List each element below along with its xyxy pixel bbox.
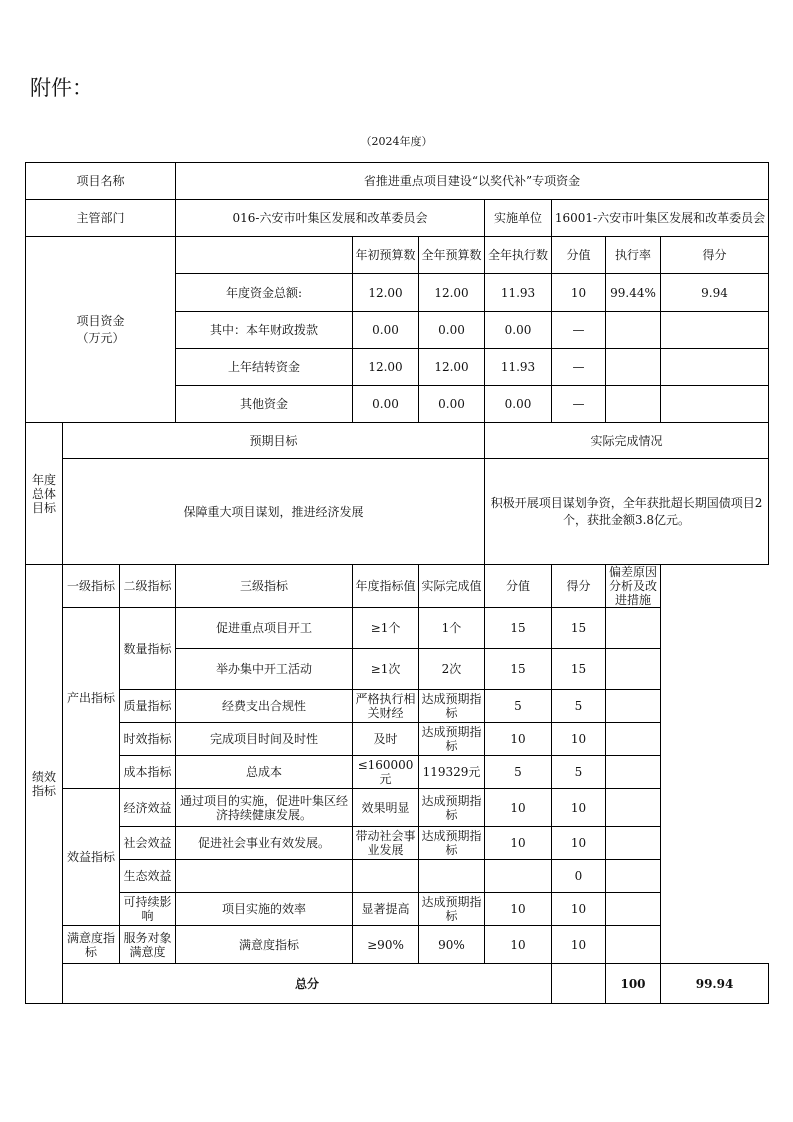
deviation [606, 926, 661, 964]
score-value: 5 [485, 756, 552, 789]
funds-score-value: — [552, 386, 606, 423]
funds-annual: 12.00 [419, 274, 485, 312]
project-name-label: 项目名称 [26, 163, 176, 200]
funds-score [661, 349, 769, 386]
actual-value: 达成预期指标 [419, 893, 485, 926]
header-score: 得分 [552, 565, 606, 608]
funds-label: 项目资金 （万元） [26, 237, 176, 423]
funds-rate [606, 349, 661, 386]
level3-text: 经费支出合规性 [176, 690, 353, 723]
target-value: ≥90% [353, 926, 419, 964]
total-row [26, 964, 769, 1004]
score-value: 10 [485, 789, 552, 827]
funds-annual: 0.00 [419, 312, 485, 349]
score-value [485, 860, 552, 893]
score-value: 10 [485, 827, 552, 860]
goals-actual-text: 积极开展项目谋划争资，全年获批超长期国债项目2个，获批金额3.8亿元。 [485, 459, 769, 565]
deviation [606, 690, 661, 723]
target-value: ≤160000元 [353, 756, 419, 789]
deviation [606, 860, 661, 893]
header-level1: 一级指标 [63, 565, 120, 608]
funds-header-annual: 全年预算数 [419, 237, 485, 274]
funds-header-initial: 年初预算数 [353, 237, 419, 274]
indicator-row [26, 827, 769, 860]
funds-executed: 11.93 [485, 274, 552, 312]
level3-text: 满意度指标 [176, 926, 353, 964]
level2-label: 成本指标 [120, 756, 176, 789]
actual-value: 达成预期指标 [419, 789, 485, 827]
actual-value: 达成预期指标 [419, 690, 485, 723]
deviation [606, 756, 661, 789]
target-value: ≥1个 [353, 608, 419, 649]
attachment-label: 附件： [30, 76, 93, 100]
indicator-row [26, 893, 769, 926]
target-value: 显著提高 [353, 893, 419, 926]
score: 10 [552, 893, 606, 926]
deviation [606, 789, 661, 827]
score: 10 [552, 789, 606, 827]
funds-row-label: 其中：本年财政拨款 [176, 312, 353, 349]
actual-value: 1个 [419, 608, 485, 649]
funds-rate [606, 386, 661, 423]
target-value [353, 860, 419, 893]
indicator-row [26, 926, 769, 964]
score: 5 [552, 690, 606, 723]
level2-label: 服务对象满意度 [123, 930, 172, 959]
score: 10 [552, 926, 606, 964]
level2-label: 质量指标 [120, 690, 176, 723]
score: 15 [552, 649, 606, 690]
goals-actual-header: 实际完成情况 [485, 423, 769, 459]
level3-text: 项目实施的效率 [176, 893, 353, 926]
score-value: 5 [485, 690, 552, 723]
funds-score: 9.94 [661, 274, 769, 312]
header-score-value: 分值 [485, 565, 552, 608]
dept-label: 主管部门 [26, 200, 176, 237]
level3-text: 举办集中开工活动 [176, 649, 353, 690]
deviation [606, 608, 661, 649]
dept-value: 016-六安市叶集区发展和改革委员会 [176, 200, 485, 237]
score: 5 [552, 756, 606, 789]
goals-label: 年度总体目标 [26, 423, 63, 565]
score-value: 10 [485, 926, 552, 964]
quantity-indicator-label: 数量指标 [120, 608, 176, 690]
funds-header-rate: 执行率 [606, 237, 661, 274]
header-actual: 实际完成值 [419, 565, 485, 608]
goals-expected-text: 保障重大项目谋划，推进经济发展 [63, 459, 485, 565]
funds-header-score-value: 分值 [552, 237, 606, 274]
funds-initial: 0.00 [353, 312, 419, 349]
deviation [606, 723, 661, 756]
indicator-row [26, 860, 769, 893]
output-indicator-label: 产出指标 [63, 608, 120, 789]
level2-label: 时效指标 [120, 723, 176, 756]
level3-text: 完成项目时间及时性 [176, 723, 353, 756]
level2-label: 经济效益 [120, 789, 176, 827]
actual-value: 90% [419, 926, 485, 964]
level3-text [176, 860, 353, 893]
funds-rate [606, 312, 661, 349]
indicator-row [26, 608, 769, 649]
performance-table [25, 162, 769, 1004]
satisfaction-indicator-label: 满意度指标 [63, 926, 120, 964]
funds-executed: 0.00 [485, 386, 552, 423]
indicator-row [26, 690, 769, 723]
funds-rate: 99.44% [606, 274, 661, 312]
funds-initial: 12.00 [353, 274, 419, 312]
score-value: 10 [485, 893, 552, 926]
total-label: 总分 [63, 964, 552, 1004]
level2-label: 社会效益 [120, 827, 176, 860]
funds-initial: 0.00 [353, 386, 419, 423]
score-value: 10 [485, 723, 552, 756]
indicators-label: 绩效指标 [26, 565, 63, 1004]
year-label: （2024年度） [360, 135, 433, 148]
actual-value: 达成预期指标 [419, 723, 485, 756]
funds-executed: 0.00 [485, 312, 552, 349]
actual-value: 达成预期指标 [419, 827, 485, 860]
target-value: 及时 [353, 723, 419, 756]
funds-score [661, 312, 769, 349]
target-value: 效果明显 [353, 789, 419, 827]
deviation [606, 893, 661, 926]
indicator-row [26, 756, 769, 789]
score: 15 [552, 608, 606, 649]
total-blank [552, 964, 606, 1004]
header-level2: 二级指标 [120, 565, 176, 608]
funds-score-value: — [552, 312, 606, 349]
level3-text: 总成本 [176, 756, 353, 789]
total-score: 99.94 [661, 964, 769, 1004]
target-value: ≥1次 [353, 649, 419, 690]
actual-value [419, 860, 485, 893]
funds-row-label: 其他资金 [176, 386, 353, 423]
indicator-row [26, 789, 769, 827]
funds-header-executed: 全年执行数 [485, 237, 552, 274]
score: 0 [552, 860, 606, 893]
total-score-value: 100 [606, 964, 661, 1004]
funds-initial: 12.00 [353, 349, 419, 386]
level2-label: 生态效益 [120, 860, 176, 893]
goals-expected-header: 预期目标 [63, 423, 485, 459]
impl-value: 16001-六安市叶集区发展和改革委员会 [552, 200, 769, 237]
actual-value: 119329元 [419, 756, 485, 789]
level3-text: 促进重点项目开工 [176, 608, 353, 649]
benefit-indicator-label: 效益指标 [63, 789, 120, 926]
actual-value: 2次 [419, 649, 485, 690]
deviation [606, 649, 661, 690]
funds-row-label: 上年结转资金 [176, 349, 353, 386]
funds-annual: 0.00 [419, 386, 485, 423]
level3-text: 通过项目的实施，促进叶集区经济持续健康发展。 [176, 789, 353, 827]
target-value: 带动社会事业发展 [353, 827, 419, 860]
funds-score-value: 10 [552, 274, 606, 312]
project-name-value: 省推进重点项目建设“以奖代补”专项资金 [176, 163, 769, 200]
funds-executed: 11.93 [485, 349, 552, 386]
funds-header-blank [176, 237, 353, 274]
deviation [606, 827, 661, 860]
score: 10 [552, 723, 606, 756]
funds-header-score: 得分 [661, 237, 769, 274]
header-level3: 三级指标 [176, 565, 353, 608]
target-value: 严格执行相关财经 [355, 692, 416, 720]
score: 10 [552, 827, 606, 860]
impl-label: 实施单位 [485, 200, 552, 237]
funds-score-value: — [552, 349, 606, 386]
score-value: 15 [485, 608, 552, 649]
funds-row-label: 年度资金总额: [176, 274, 353, 312]
header-deviation: 偏差原因分析及改进措施 [606, 565, 661, 608]
level2-label: 可持续影响 [120, 893, 176, 926]
funds-score [661, 386, 769, 423]
level3-text: 促进社会事业有效发展。 [176, 827, 353, 860]
funds-annual: 12.00 [419, 349, 485, 386]
indicator-row [26, 723, 769, 756]
header-target: 年度指标值 [353, 565, 419, 608]
score-value: 15 [485, 649, 552, 690]
